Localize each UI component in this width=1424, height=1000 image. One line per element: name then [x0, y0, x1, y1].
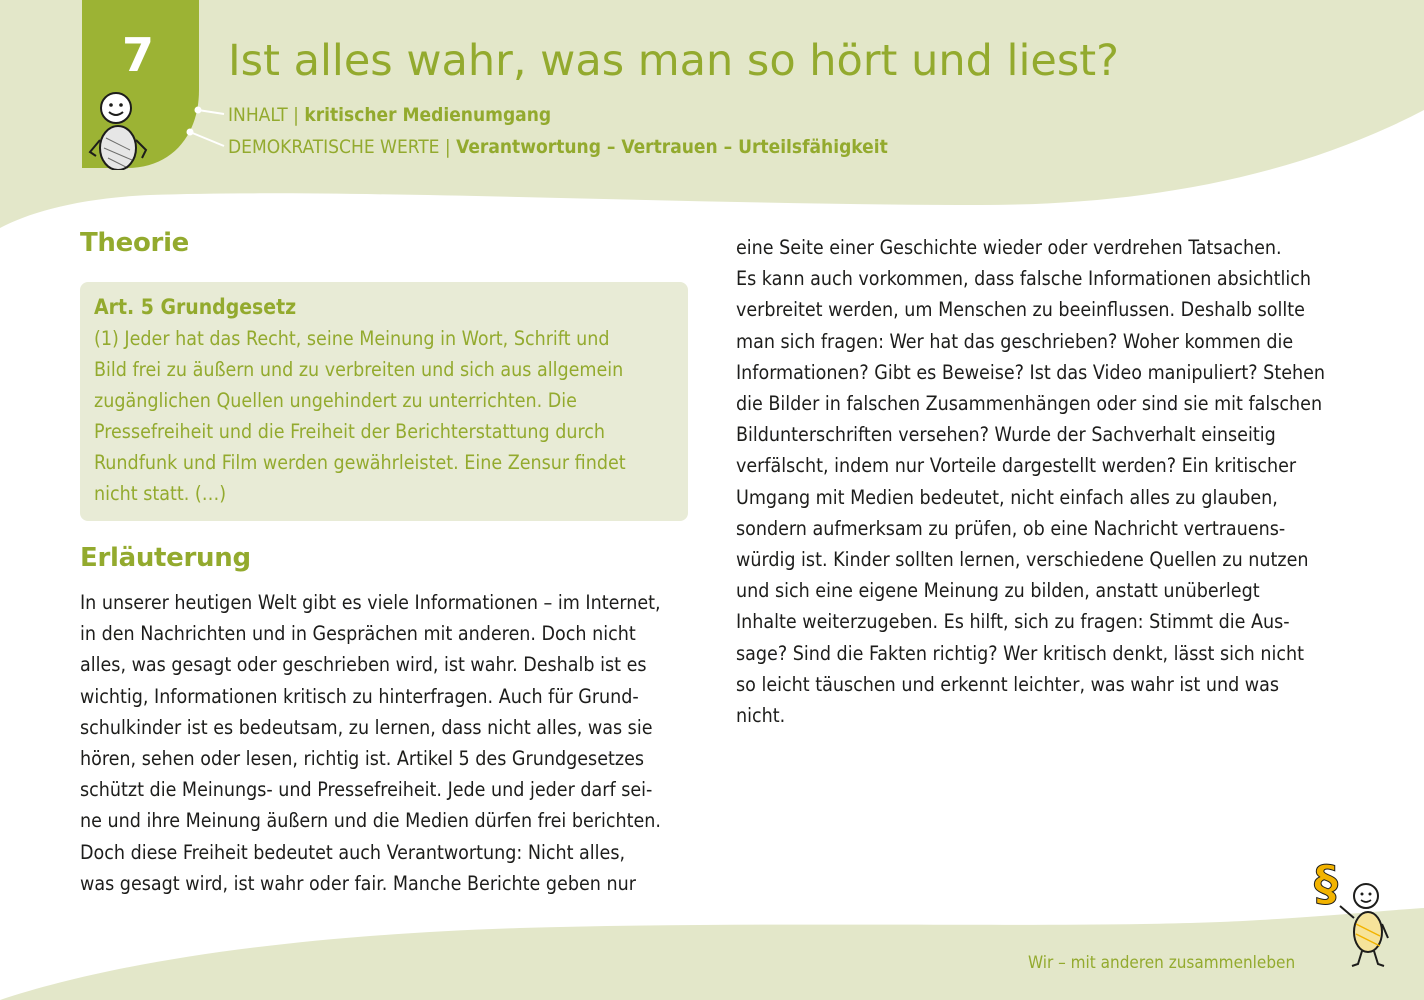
- text-line: alles, was gesagt oder geschrieben wird, ist wahr. Deshalb ist es: [80, 653, 647, 677]
- werte-line: [228, 136, 888, 158]
- footer-label: Wir – mit anderen zusammenleben: [1028, 953, 1296, 973]
- text-line: eine Seite einer Geschichte wieder oder verdrehen Tatsachen.: [736, 236, 1282, 259]
- text-line: sage? Sind die Fakten richtig? Wer kritisch denkt, lässt sich nicht: [736, 641, 1304, 665]
- text-line: was gesagt wird, ist wahr oder fair. Manche Berichte geben nur: [80, 871, 636, 895]
- law-line: Pressefreiheit und die Freiheit der Berichterstattung durch: [94, 420, 605, 443]
- left-column: [80, 228, 688, 899]
- text-line: ne und ihre Meinung äußern und die Medien dürfen frei berichten.: [80, 809, 661, 833]
- separator: |: [444, 136, 451, 158]
- erlaeuterung-heading: Erläuterung: [80, 543, 251, 573]
- footer-background: [0, 890, 1424, 1000]
- law-quote-box: [80, 282, 688, 521]
- separator: |: [293, 104, 299, 126]
- text-line: Inhalte weiterzugeben. Es hilft, sich zu fragen: Stimmt die Aus-: [736, 610, 1290, 634]
- text-line: schulkinder ist es bedeutsam, zu lernen, dass nicht alles, was sie: [80, 715, 653, 739]
- text-line: Es kann auch vorkommen, dass falsche Informationen absichtlich: [736, 267, 1311, 291]
- text-line: und sich eine eigene Meinung zu bilden, anstatt unüberlegt: [736, 579, 1260, 603]
- erlaeuterung-text-left: [80, 587, 688, 899]
- pointer-lines: [180, 100, 230, 150]
- text-line: verbreitet werden, um Menschen zu beeinflussen. Deshalb sollte: [736, 298, 1305, 322]
- law-title: Art. 5 Grundgesetz: [94, 295, 297, 319]
- text-line: Informationen? Gibt es Beweise? Ist das Video manipuliert? Stehen: [736, 360, 1326, 384]
- law-line: Bild frei zu äußern und zu verbreiten und sich aus allgemein: [94, 358, 624, 381]
- text-line: würdig ist. Kinder sollten lernen, verschiedene Quellen zu nutzen: [736, 548, 1309, 572]
- svg-text:§: §: [1314, 856, 1338, 912]
- text-line: Doch diese Freiheit bedeutet auch Verantwortung: Nicht alles,: [80, 840, 626, 864]
- page-title: Ist alles wahr, was man so hört und liest?: [228, 36, 1119, 86]
- text-line: Umgang mit Medien bedeutet, nicht einfach alles zu glauben,: [736, 485, 1278, 509]
- text-line: sondern aufmerksam zu prüfen, ob eine Nachricht vertrauens-: [736, 516, 1286, 540]
- text-line: so leicht täuschen und erkennt leichter, was wahr ist und was: [736, 672, 1280, 696]
- inhalt-value: kritischer Medienumgang: [304, 104, 552, 126]
- right-column: [736, 232, 1356, 731]
- text-line: in den Nachrichten und in Gesprächen mit anderen. Doch nicht: [80, 622, 636, 646]
- text-line: verfälscht, indem nur Vorteile dargestellt werden? Ein kritischer: [736, 454, 1297, 478]
- text-line: die Bilder in falschen Zusammenhängen oder sind sie mit falschen: [736, 392, 1323, 416]
- text-line: In unserer heutigen Welt gibt es viele Informationen – im Internet,: [80, 591, 661, 614]
- werte-label: DEMOKRATISCHE WERTE: [228, 136, 440, 158]
- law-line: nicht statt. (…): [94, 482, 227, 505]
- text-line: nicht.: [736, 704, 786, 728]
- inhalt-label: INHALT: [228, 104, 288, 126]
- text-line: hören, sehen oder lesen, richtig ist. Artikel 5 des Grundgesetzes: [80, 747, 645, 771]
- theorie-heading: Theorie: [80, 228, 190, 258]
- inhalt-line: [228, 104, 551, 126]
- paragraph-figure-icon: [1310, 852, 1390, 972]
- chapter-number: 7: [121, 28, 154, 82]
- text-line: wichtig, Informationen kritisch zu hinterfragen. Auch für Grund-: [80, 684, 639, 708]
- law-line: Rundfunk und Film werden gewährleistet. Eine Zensur findet: [94, 451, 626, 474]
- stick-figure-icon: [84, 90, 164, 170]
- text-line: Bildunterschriften versehen? Wurde der Sachverhalt einseitig: [736, 423, 1276, 447]
- text-line: schützt die Meinungs- und Pressefreiheit. Jede und jeder darf sei-: [80, 778, 653, 802]
- law-line: (1) Jeder hat das Recht, seine Meinung in Wort, Schrift und: [94, 327, 610, 350]
- text-line: man sich fragen: Wer hat das geschrieben? Woher kommen die: [736, 329, 1294, 353]
- werte-value: Verantwortung – Vertrauen – Urteilsfähigkeit: [456, 136, 888, 158]
- law-line: zugänglichen Quellen ungehindert zu unterrichten. Die: [94, 389, 577, 412]
